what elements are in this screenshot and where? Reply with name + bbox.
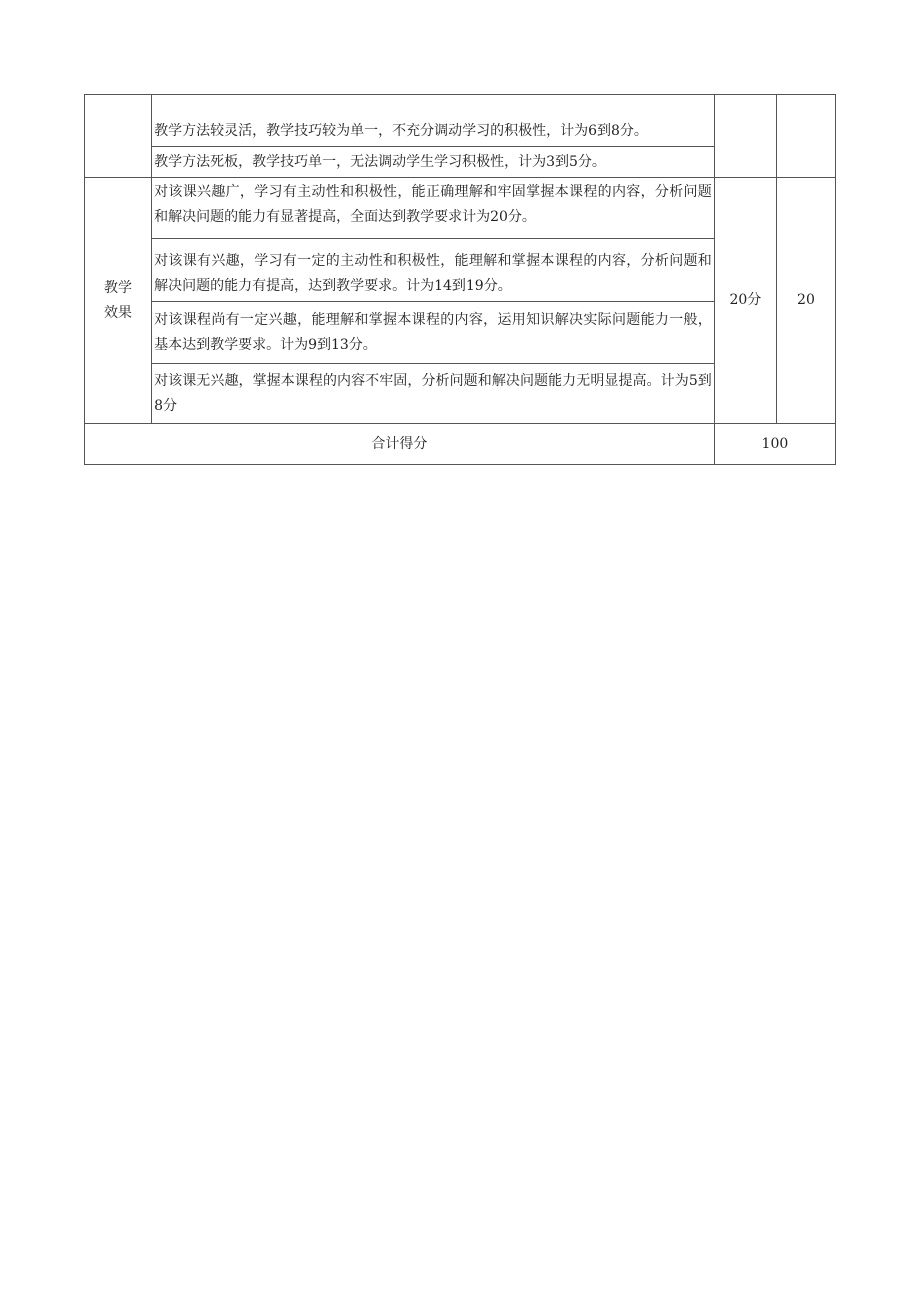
total-value: 100 — [714, 424, 835, 465]
criteria-description: 教学方法较灵活，教学技巧较为单一，不充分调动学习的积极性，计为6到8分。 — [152, 95, 715, 147]
category-cell-empty — [85, 95, 152, 178]
max-score-cell: 20分 — [714, 178, 776, 424]
table-row — [85, 95, 836, 147]
category-label-line1: 教学 — [104, 279, 133, 296]
table-row — [85, 178, 836, 239]
criteria-description: 教学方法死板，教学技巧单一，无法调动学生学习积极性，计为3到5分。 — [152, 147, 715, 178]
criteria-description: 对该课有兴趣，学习有一定的主动性和积极性，能理解和掌握本课程的内容，分析问题和解决问题的能力有提高，达到教学要求。计为14到19分。 — [152, 239, 715, 302]
category-cell — [85, 178, 152, 424]
evaluation-table — [84, 94, 836, 465]
max-score-cell-empty — [714, 95, 776, 178]
total-row — [85, 424, 836, 465]
criteria-description: 对该课程尚有一定兴趣，能理解和掌握本课程的内容，运用知识解决实际问题能力一般，基本达到教学要求。计为9到13分。 — [152, 302, 715, 364]
score-cell: 20 — [776, 178, 835, 424]
category-label-line2: 效果 — [104, 304, 133, 321]
criteria-description: 对该课无兴趣，掌握本课程的内容不牢固，分析问题和解决问题能力无明显提高。计为5到8分 — [152, 364, 715, 424]
score-cell-empty — [776, 95, 835, 178]
total-label: 合计得分 — [85, 424, 715, 465]
criteria-description: 对该课兴趣广，学习有主动性和积极性，能正确理解和牢固掌握本课程的内容，分析问题和解决问题的能力有显著提高，全面达到教学要求计为20分。 — [152, 178, 715, 239]
